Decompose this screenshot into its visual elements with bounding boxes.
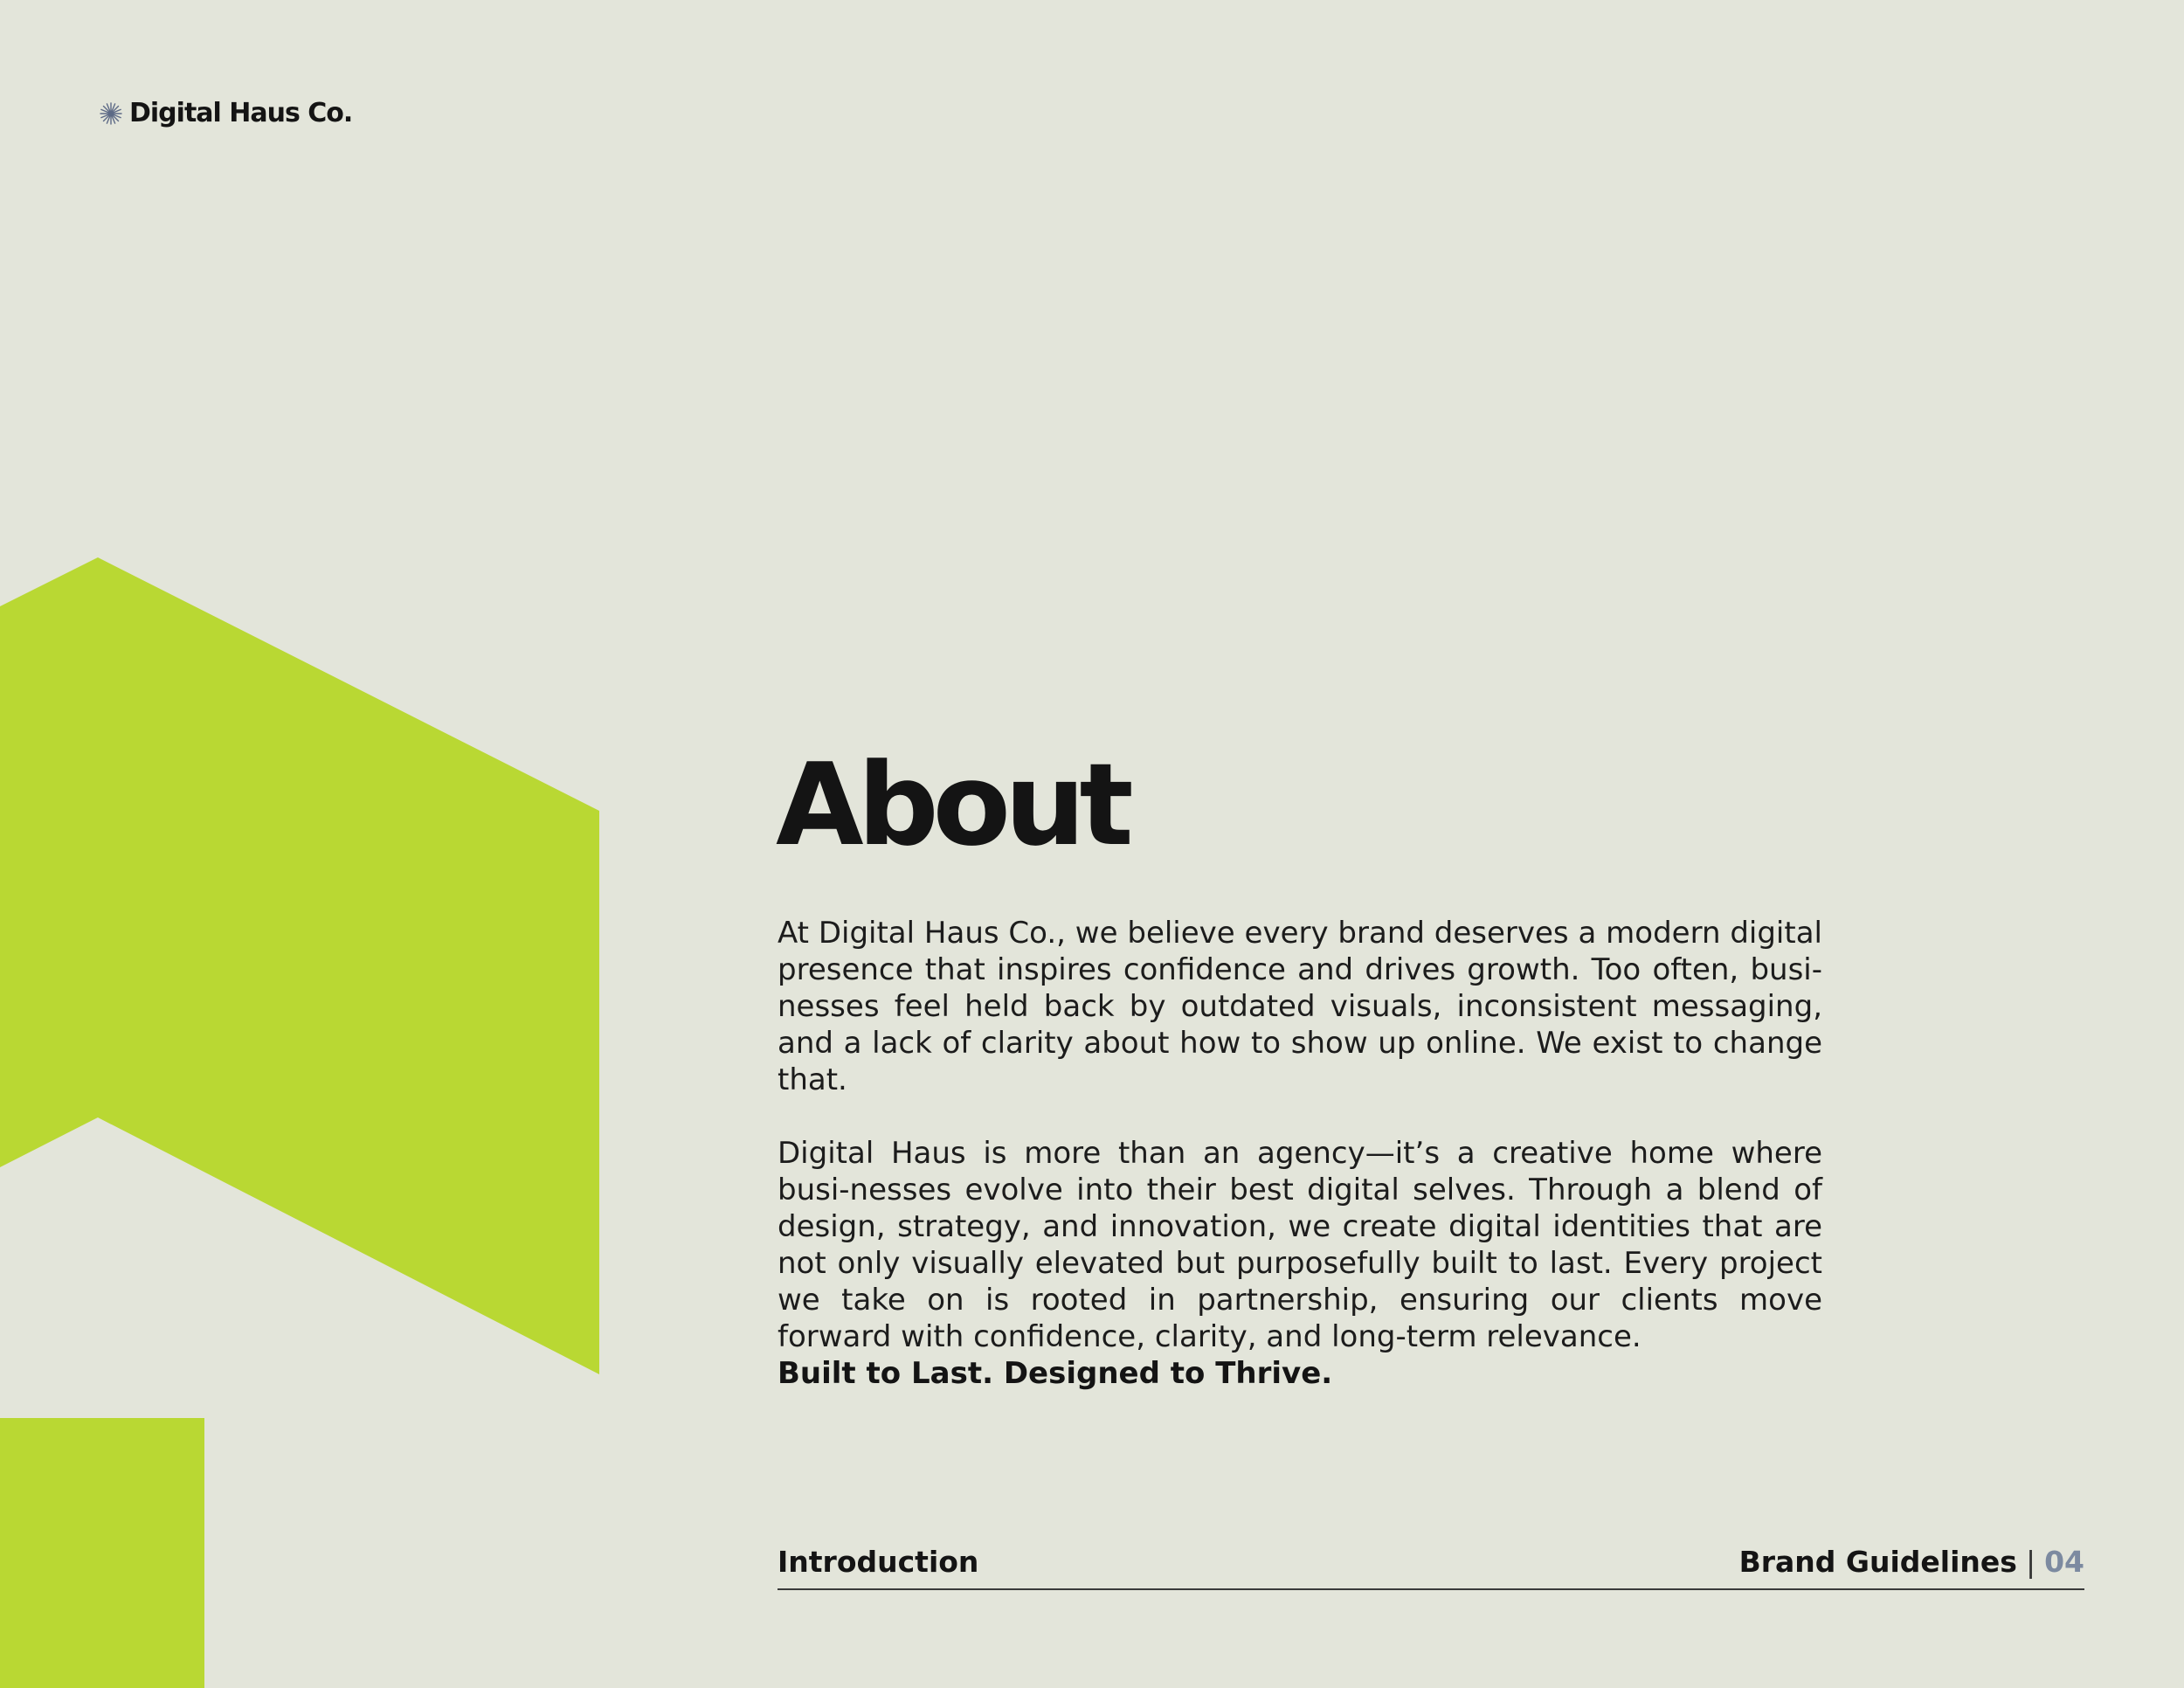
corner-block	[0, 1418, 204, 1688]
footer-separator: |	[2025, 1545, 2036, 1579]
about-paragraph-1: At Digital Haus Co., we believe every brand deserves a modern digital presence that inspires confidence and drives growth. Too often, busi-nesses feel held back by outdated visuals, inconsistent messaging, and a lack of clarity about how to show up online. We exist to change that.	[778, 916, 1822, 1097]
footer-doc-title: Brand Guidelines	[1738, 1545, 2017, 1579]
brand-name: Digital Haus Co.	[129, 98, 353, 128]
page-footer	[778, 1545, 2084, 1590]
brand-logo	[98, 98, 352, 128]
about-body	[778, 915, 1822, 1392]
page-number: 04	[2044, 1545, 2084, 1579]
starburst-icon	[98, 100, 124, 127]
about-paragraph-2: Digital Haus is more than an agency—it’s a creative home where busi-nesses evolve into their best digital selves. Through a blend of design, strategy, and innovation, we create digital identities that are not only visually elevated but purposefully built to last. Every project we take on is rooted in partnership, ensuring our clients move forward with confidence, clarity, and long-term relevance.	[778, 1136, 1822, 1354]
page-title: About	[776, 738, 1128, 871]
chevron-shape	[0, 557, 599, 1374]
footer-doc-info	[1739, 1545, 2084, 1579]
footer-section-label: Introduction	[778, 1545, 979, 1579]
tagline: Built to Last. Designed to Thrive.	[778, 1356, 1333, 1391]
